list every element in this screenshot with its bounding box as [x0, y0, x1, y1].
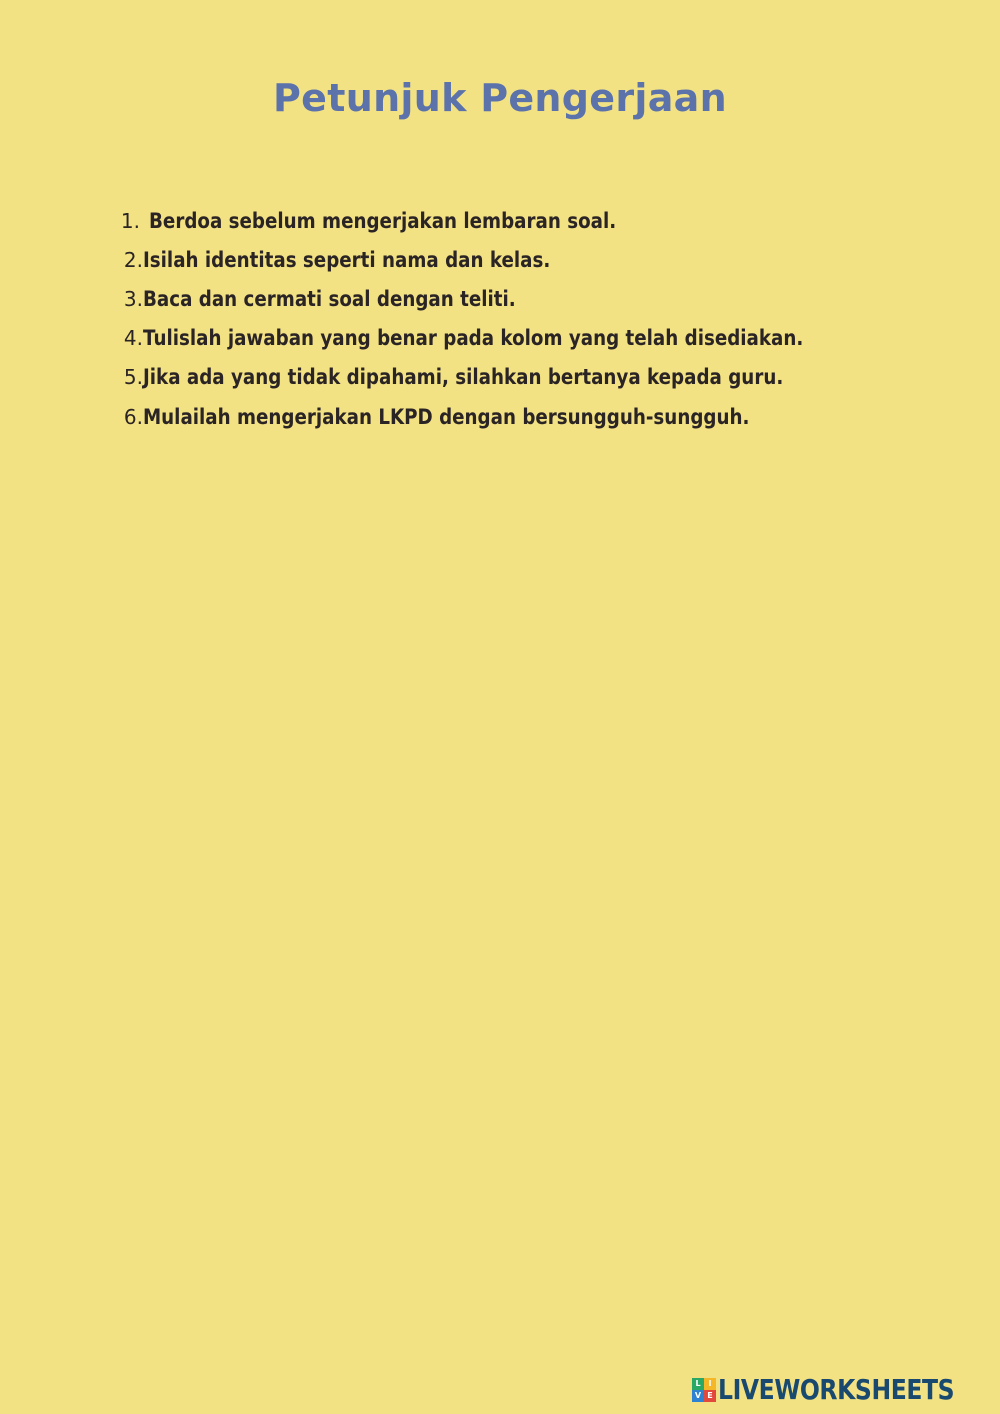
logo-letter-i: I — [704, 1378, 716, 1390]
instruction-list — [116, 201, 976, 436]
instruction-number: 5. — [123, 365, 143, 390]
brand-text: LIVEWORKSHEETS — [718, 1373, 955, 1406]
instruction-number: 3. — [123, 286, 143, 311]
instruction-item — [116, 319, 976, 358]
instruction-number: 1. — [120, 208, 140, 233]
instruction-text: Baca dan cermati soal dengan teliti. — [143, 286, 516, 311]
instruction-text: Isilah identitas seperti nama dan kelas. — [143, 247, 551, 272]
instruction-item — [116, 358, 976, 397]
instruction-item — [116, 201, 976, 240]
logo-letter-e: E — [704, 1390, 716, 1402]
instruction-number: 6. — [123, 404, 143, 429]
liveworksheets-logo — [692, 1378, 716, 1402]
instruction-text: Mulailah mengerjakan LKPD dengan bersungguh-sungguh. — [143, 404, 750, 429]
instruction-item — [116, 279, 976, 318]
instruction-number: 2. — [123, 247, 143, 272]
instruction-item — [116, 240, 976, 279]
instruction-number: 4. — [123, 326, 143, 351]
instruction-text: Tulislah jawaban yang benar pada kolom yang telah disediakan. — [143, 326, 804, 351]
instruction-item — [116, 397, 976, 436]
liveworksheets-brand — [692, 1373, 999, 1406]
instruction-text: Berdoa sebelum mengerjakan lembaran soal. — [149, 208, 617, 233]
logo-letter-v: V — [692, 1390, 704, 1402]
instruction-text: Jika ada yang tidak dipahami, silahkan bertanya kepada guru. — [143, 365, 784, 390]
logo-letter-l: L — [692, 1378, 704, 1390]
page-title: Petunjuk Pengerjaan — [273, 76, 727, 120]
